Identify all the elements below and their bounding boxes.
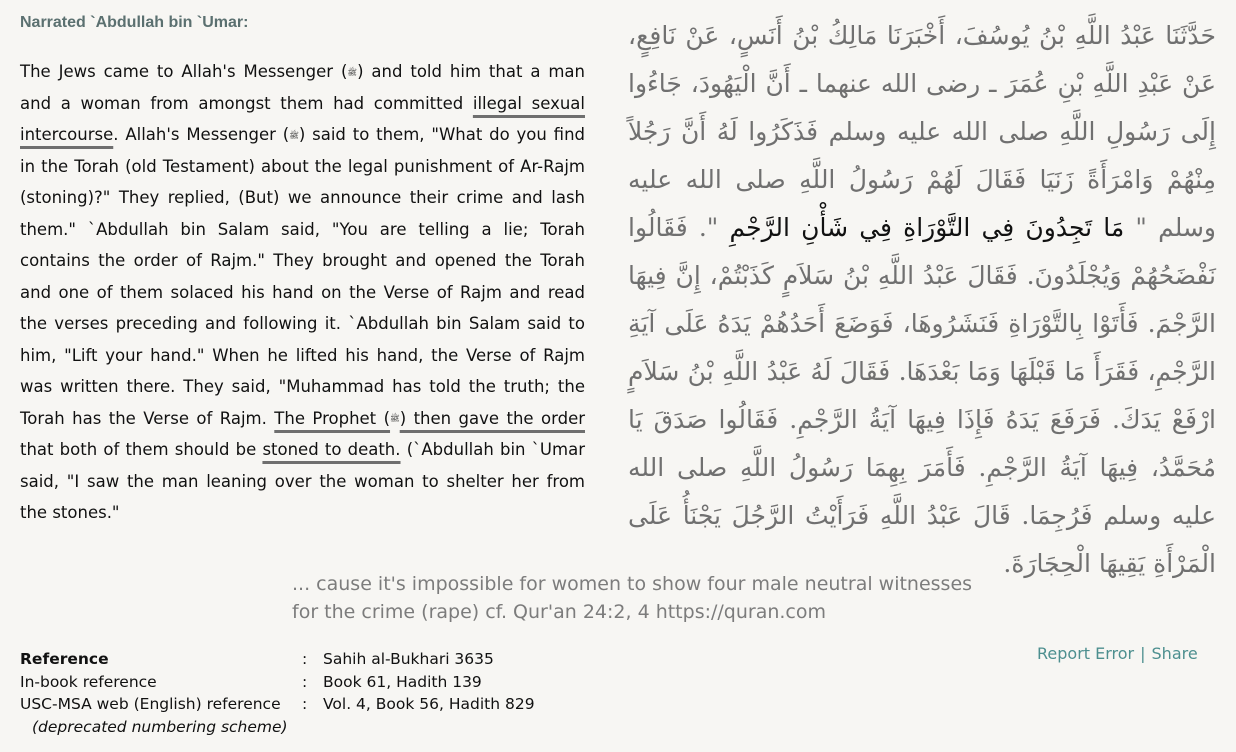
reference-value: Sahih al-Bukhari 3635 bbox=[323, 650, 494, 668]
reference-label: USC-MSA web (English) reference bbox=[20, 695, 281, 713]
english-text-segment: The Jews came to Allah's Messenger ( bbox=[20, 62, 348, 81]
deprecated-note: (deprecated numbering scheme) bbox=[32, 717, 288, 736]
arabic-hadith-text bbox=[628, 12, 1216, 588]
narrator-heading: Narrated `Abdullah bin `Umar: bbox=[20, 14, 249, 31]
reference-separator: : bbox=[302, 672, 308, 691]
share-link[interactable]: Share bbox=[1151, 644, 1198, 663]
report-error-link[interactable]: Report Error bbox=[1037, 644, 1135, 663]
english-text-segment: that both of them should be bbox=[20, 440, 263, 459]
reference-label: In-book reference bbox=[20, 672, 157, 691]
annotation-note bbox=[292, 570, 1012, 626]
actions-divider: | bbox=[1140, 644, 1146, 663]
reference-separator: : bbox=[302, 650, 308, 668]
reference-row bbox=[20, 671, 535, 694]
highlighted-phrase-illegal-intercourse: illegal sexual intercourse bbox=[20, 93, 585, 144]
arabic-text-segment: حَدَّثَنَا عَبْدُ اللَّهِ بْنُ يُوسُفَ، أَخْبَرَنَا مَالِكُ بْنُ أَنَسٍ، عَنْ نَافِعٍ، عَنْ عَبْدِ اللَّهِ بْنِ عُمَرَ ـ رضى الله عنهما ـ أَنَّ الْيَهُودَ، جَاءُوا إِلَى رَسُولِ اللَّهِ صلى الله عليه وسلم فَذَكَرُوا لَهُ أَنَّ رَجُلاً مِنْهُمْ وَامْرَأَةً زَنَيَا فَقَالَ لَهُمْ رَسُولُ اللَّهِ صلى الله عليه وسلم " bbox=[628, 21, 1216, 242]
reference-label: Reference bbox=[20, 650, 109, 668]
pbuh-ligature: ﷺ bbox=[390, 414, 400, 423]
reference-value: Vol. 4, Book 56, Hadith 829 bbox=[323, 695, 535, 713]
highlighted-phrase-prophet-order bbox=[274, 409, 585, 428]
pbuh-ligature: ﷺ bbox=[289, 130, 299, 140]
english-text-segment: . Allah's Messenger ( bbox=[113, 125, 290, 144]
highlighted-text-segment: ) then gave the order bbox=[399, 408, 585, 428]
reference-row bbox=[20, 693, 535, 716]
highlighted-phrase-stoned-to-death: stoned to death. bbox=[262, 440, 401, 459]
hadith-actions bbox=[1037, 644, 1198, 663]
annotation-line: ... cause it's impossible for women to show four male neutral witnesses bbox=[292, 573, 973, 595]
annotation-line: for the crime (rape) cf. Qur'an 24:2, 4 https://quran.com bbox=[292, 601, 827, 623]
english-hadith-text bbox=[20, 56, 585, 529]
pbuh-ligature: ﷺ bbox=[347, 67, 358, 77]
english-text-segment: ) said to them, "What do you find in the Torah (old Testament) about the legal punishment of Ar-Rajm (stoning)?" They replied, (But) we announce their crime and lash them." `Abdullah bin Salam said, "You are telling a lie; Torah contains the order of Rajm." They brought and opened the Torah and one of them solaced his hand on the Verse of Rajm and read the verses preceding and following it. `Abdullah bin Salam said to him, "Lift your hand." When he lifted his hand, the Verse of Rajm was written there. They said, "Muhammad has told the truth; the Torah has the Verse of Rajm. bbox=[20, 125, 586, 428]
reference-row bbox=[20, 648, 535, 671]
reference-note-row bbox=[20, 716, 535, 739]
reference-separator: : bbox=[302, 695, 308, 713]
english-text-segment: (`Abdullah bin `Umar said, "I saw the man leaning over the woman to shelter her from the stones." bbox=[20, 440, 585, 522]
english-text-segment: ) and told him that a man and a woman from amongst them had committed bbox=[20, 62, 585, 113]
reference-value: Book 61, Hadith 139 bbox=[323, 672, 482, 691]
arabic-text-segment: ". فَقَالُوا نَفْضَحُهُمْ وَيُجْلَدُونَ. فَقَالَ عَبْدُ اللَّهِ بْنُ سَلاَمٍ كَذَبْتُمْ، إِنَّ فِيهَا الرَّجْمَ. فَأَتَوْا بِالتَّوْرَاةِ فَنَشَرُوهَا، فَوَضَعَ أَحَدُهُمْ يَدَهُ عَلَى آيَةِ الرَّجْمِ، فَقَرَأَ مَا قَبْلَهَا وَمَا بَعْدَهَا. فَقَالَ لَهُ عَبْدُ اللَّهِ بْنُ سَلاَمٍ ارْفَعْ يَدَكَ. فَرَفَعَ يَدَهُ فَإِذَا فِيهَا آيَةُ الرَّجْمِ. فَقَالُوا صَدَقَ يَا مُحَمَّدُ، فِيهَا آيَةُ الرَّجْمِ. فَأَمَرَ بِهِمَا رَسُولُ اللَّهِ صلى الله عليه وسلم فَرُجِمَا. قَالَ عَبْدُ اللَّهِ فَرَأَيْتُ الرَّجُلَ يَجْنَأُ عَلَى الْمَرْأَةِ يَقِيهَا الْحِجَارَةَ. bbox=[628, 213, 1216, 578]
reference-table bbox=[20, 648, 535, 738]
arabic-quote: مَا تَجِدُونَ فِي التَّوْرَاةِ فِي شَأْنِ الرَّجْمِ bbox=[729, 213, 1125, 242]
highlighted-text-segment: The Prophet ( bbox=[274, 408, 391, 428]
